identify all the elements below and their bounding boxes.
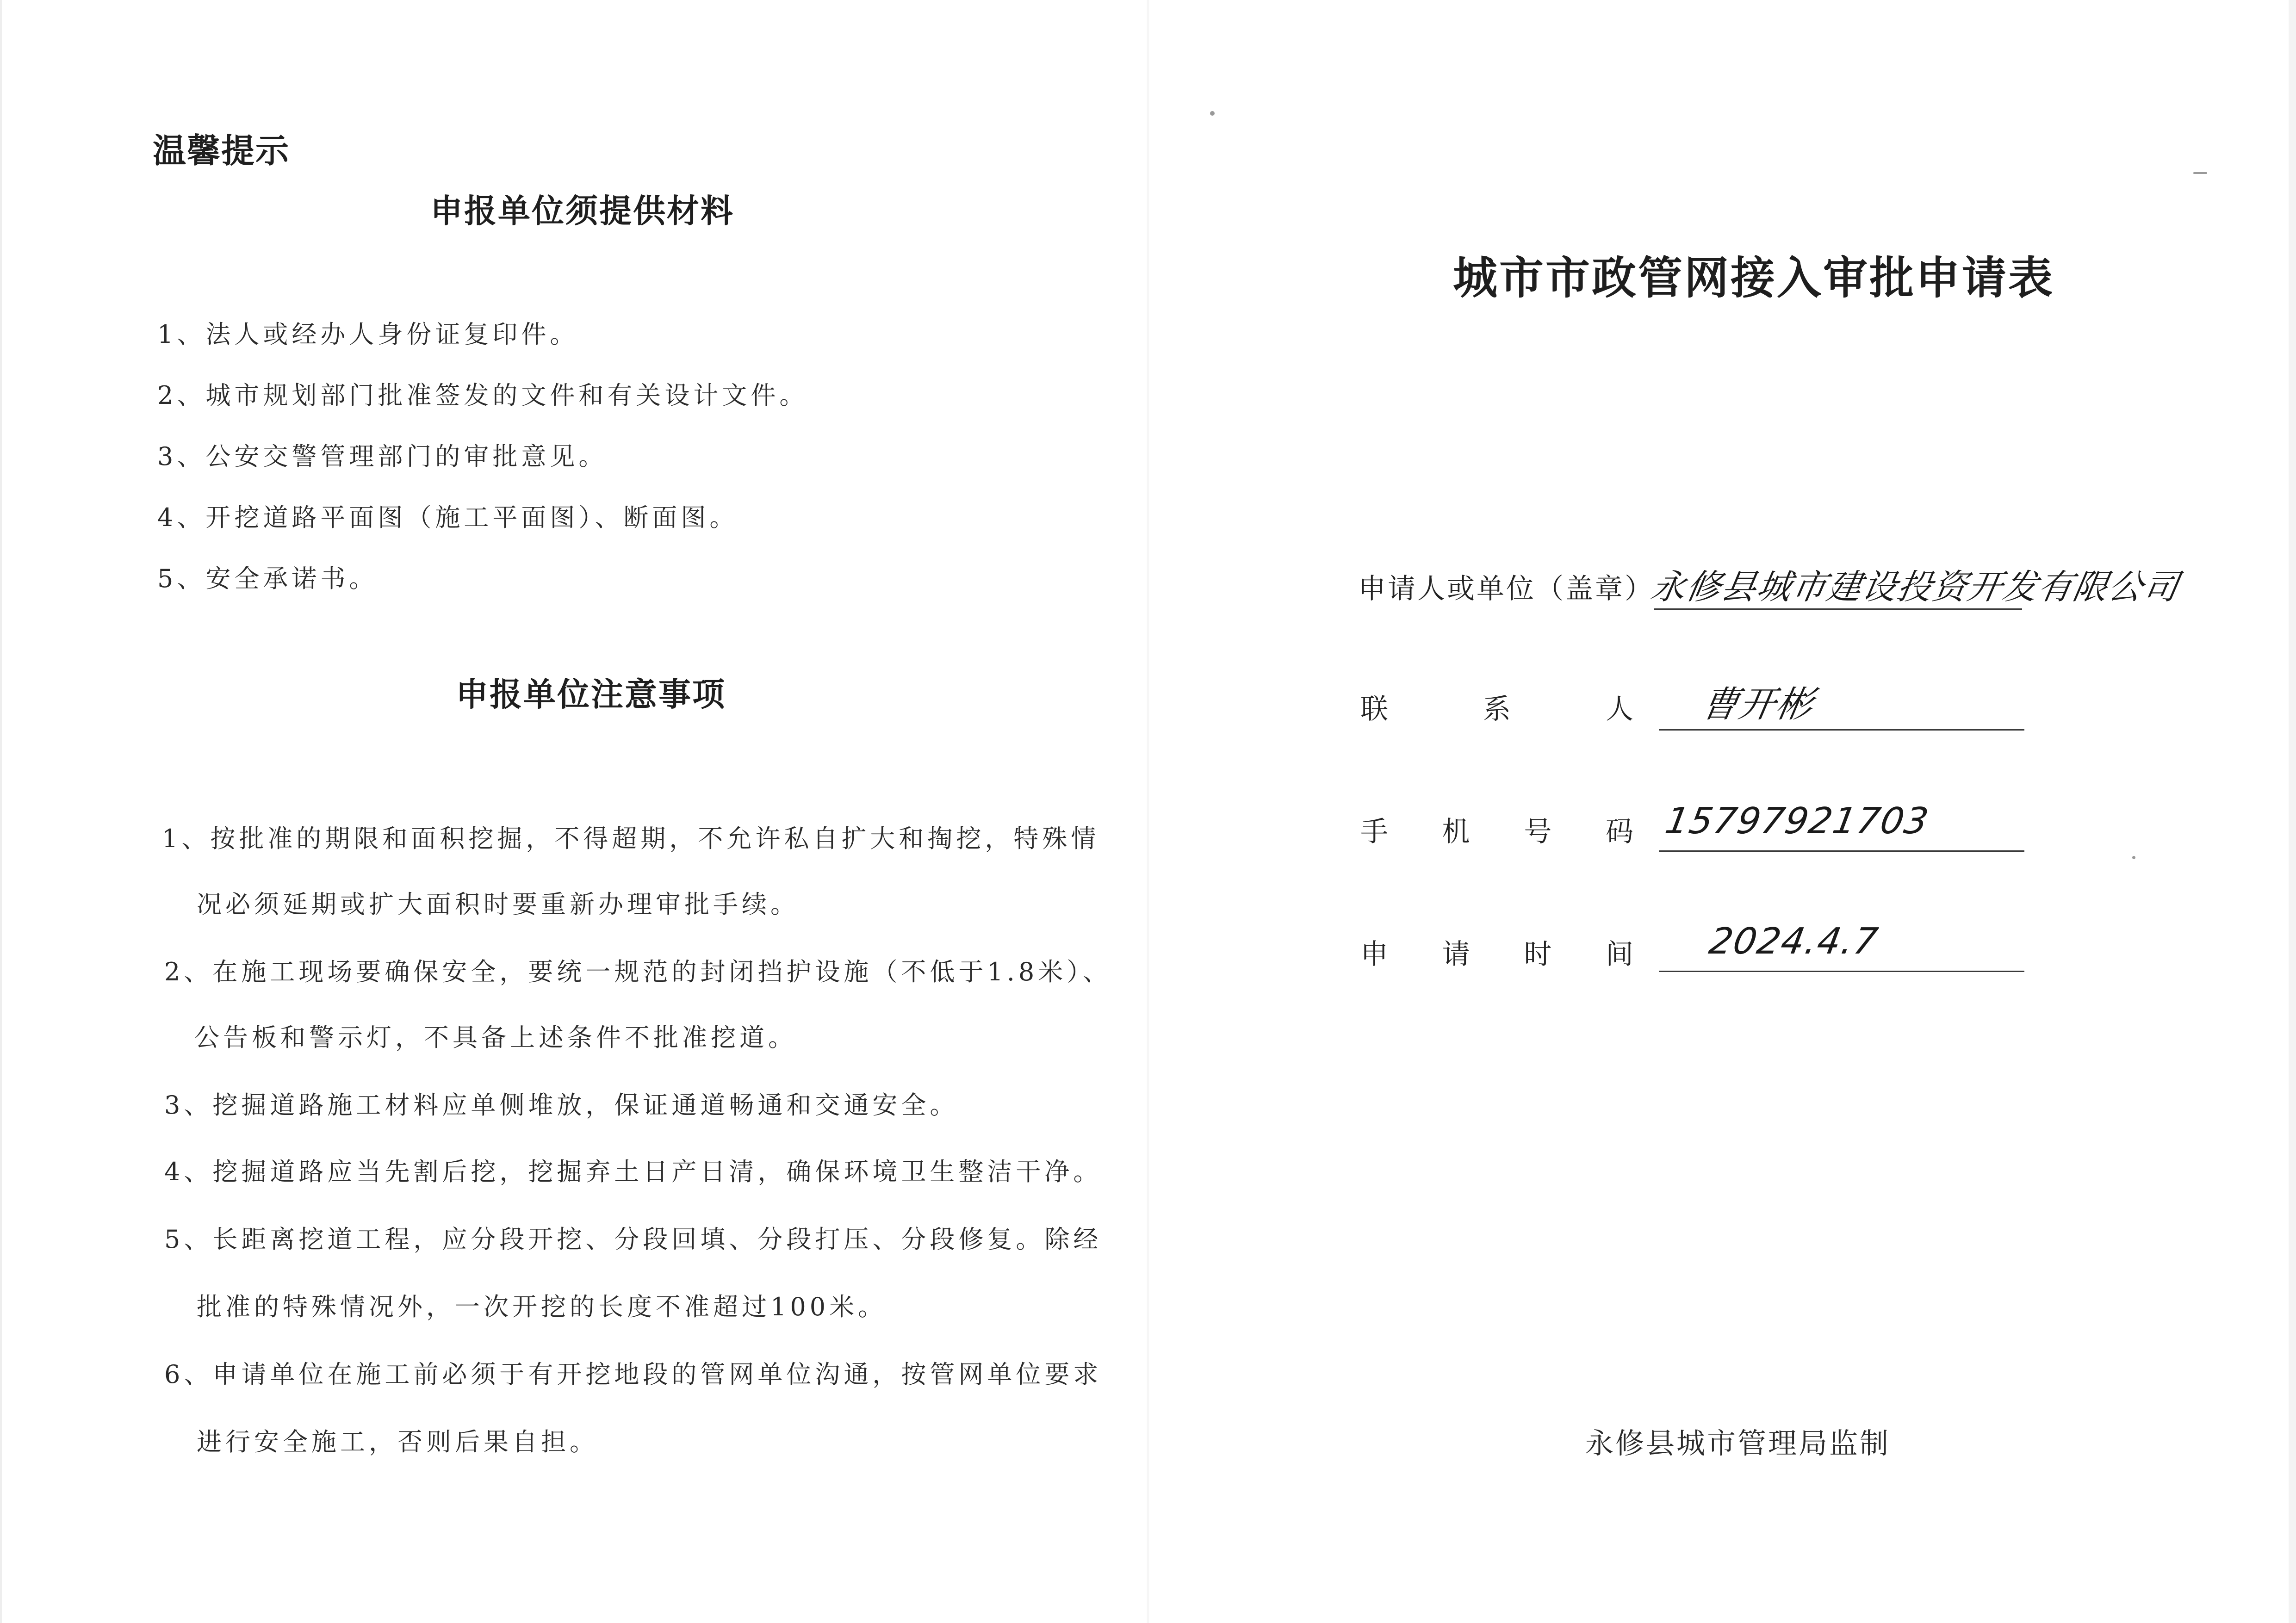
applicant-value: 永修县城市建设投资开发有限公司 bbox=[1648, 567, 2183, 607]
notes-line: 进行安全施工，否则后果自担。 bbox=[197, 1427, 598, 1456]
phone-value: 15797921703 bbox=[1662, 800, 1932, 842]
date-underline bbox=[1659, 971, 2024, 972]
contact-label-char: 人 bbox=[1606, 693, 1633, 725]
notes-line: 况必须延期或扩大面积时要重新办理审批手续。 bbox=[197, 890, 799, 919]
materials-item: 2、城市规划部门批准签发的文件和有关设计文件。 bbox=[157, 381, 808, 410]
phone-label-char: 机 bbox=[1442, 816, 1470, 848]
notes-line: 公告板和警示灯，不具备上述条件不批准挖道。 bbox=[194, 1023, 797, 1052]
notes-line: 2、在施工现场要确保安全，要统一规范的封闭挡护设施（不低于1.8米）、 bbox=[164, 957, 1112, 986]
notes-line: 4、挖掘道路应当先割后挖，挖掘弃土日产日清，确保环境卫生整洁干净。 bbox=[164, 1157, 1102, 1186]
contact-label-char: 系 bbox=[1483, 693, 1511, 725]
notes-line: 批准的特殊情况外，一次开挖的长度不准超过100米。 bbox=[197, 1292, 887, 1321]
date-label-char: 申 bbox=[1360, 938, 1388, 971]
scan-speck bbox=[2132, 856, 2135, 859]
date-label-char: 时 bbox=[1524, 938, 1552, 971]
phone-label bbox=[1360, 810, 1633, 849]
phone-underline bbox=[1659, 850, 2024, 852]
contact-label-char: 联 bbox=[1360, 693, 1388, 725]
contact-value: 曹开彬 bbox=[1698, 684, 1817, 725]
contact-label bbox=[1360, 687, 1633, 727]
materials-title: 申报单位须提供材料 bbox=[430, 192, 734, 230]
date-value: 2024.4.7 bbox=[1706, 921, 1882, 962]
materials-item: 3、公安交警管理部门的审批意见。 bbox=[157, 442, 608, 471]
applicant-underline bbox=[1654, 608, 2022, 610]
scan-speck bbox=[1210, 111, 1215, 116]
notes-line: 1、按批准的期限和面积挖掘，不得超期，不允许私自扩大和掏挖，特殊情 bbox=[162, 824, 1100, 853]
applicant-label: 申请人或单位（盖章） bbox=[1358, 573, 1654, 605]
scan-speck bbox=[2193, 172, 2207, 174]
materials-item: 5、安全承诺书。 bbox=[157, 564, 378, 593]
notes-title: 申报单位注意事项 bbox=[456, 675, 726, 713]
materials-item: 1、法人或经办人身份证复印件。 bbox=[157, 320, 579, 349]
form-title: 城市市政管网接入审批申请表 bbox=[1453, 252, 2054, 304]
phone-label-char: 码 bbox=[1605, 816, 1633, 848]
tips-heading: 温馨提示 bbox=[153, 131, 290, 170]
phone-label-char: 号 bbox=[1524, 816, 1552, 848]
notes-line: 6、申请单位在施工前必须于有开挖地段的管网单位沟通，按管网单位要求 bbox=[164, 1360, 1102, 1389]
phone-label-char: 手 bbox=[1360, 816, 1388, 848]
date-label-char: 间 bbox=[1605, 938, 1633, 971]
notes-line: 5、长距离挖道工程，应分段开挖、分段回填、分段打压、分段修复。除经 bbox=[164, 1225, 1102, 1254]
notes-line: 3、挖掘道路施工材料应单侧堆放，保证通道畅通和交通安全。 bbox=[164, 1090, 959, 1120]
date-label-char: 请 bbox=[1442, 938, 1470, 971]
form-footer: 永修县城市管理局监制 bbox=[1585, 1426, 1891, 1460]
materials-item: 4、开挖道路平面图（施工平面图）、断面图。 bbox=[157, 503, 738, 532]
contact-underline bbox=[1659, 729, 2024, 731]
date-label bbox=[1360, 932, 1633, 972]
